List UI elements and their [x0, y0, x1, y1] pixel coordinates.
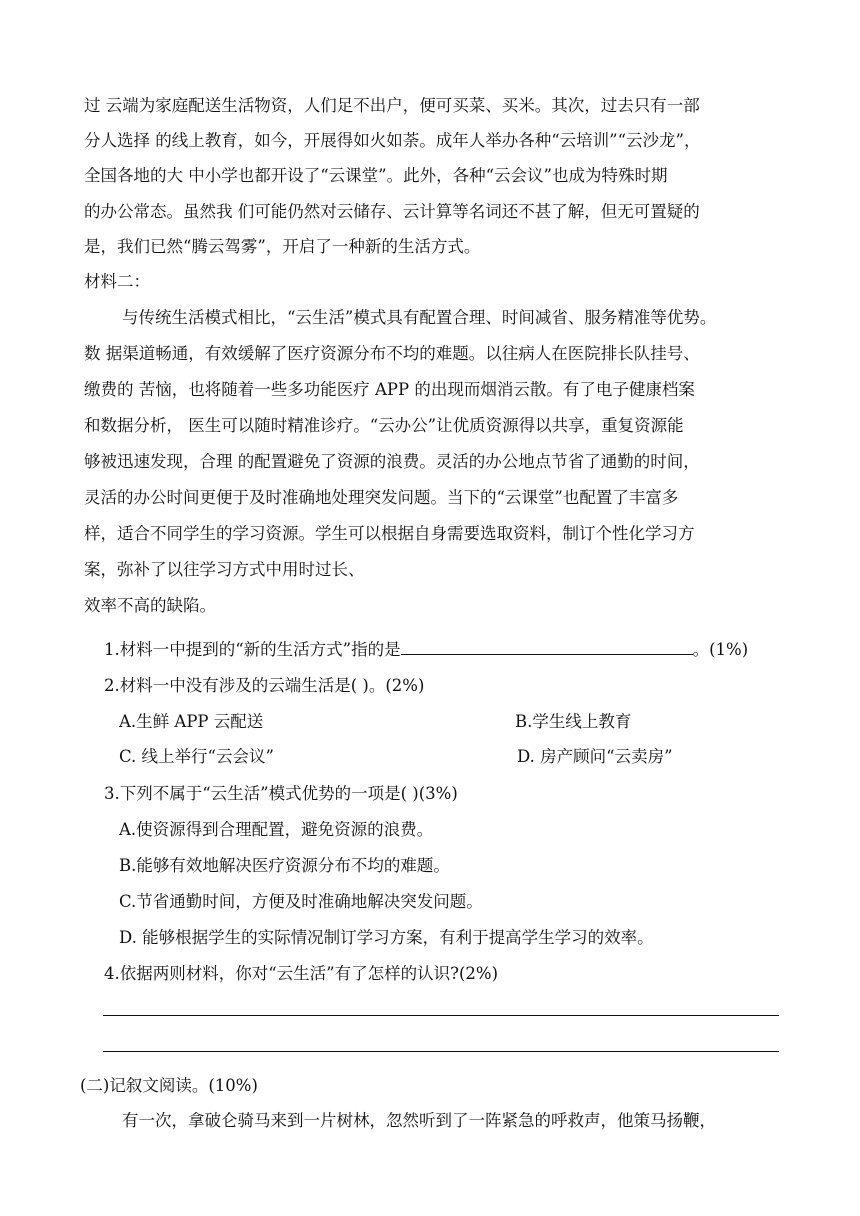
- material2-line-4: 和数据分析， 医生可以随时精准诊疗。“云办公”让优质资源得以共享，重复资源能: [84, 416, 684, 435]
- material2-line-7: 样，适合不同学生的学习资源。学生可以根据自身需要选取资料，制订个性化学习方: [84, 524, 695, 543]
- material1-line-1: 过 云端为家庭配送生活物资，人们足不出户，便可买菜、买米。其次，过去只有一部: [84, 96, 700, 115]
- material2-line-3: 缴费的 苦恼，也将随着一些多功能医疗 APP 的出现而烟消云散。有了电子健康档案: [84, 380, 695, 399]
- question-3-option-a: A.使资源得到合理配置，避免资源的浪费。: [119, 820, 434, 839]
- question-2-options-row-2: [119, 743, 779, 767]
- question-2: 2.材料一中没有涉及的云端生活是( )。(2%): [104, 676, 425, 695]
- question-2-option-b: B.学生线上教育: [515, 712, 632, 731]
- question-4: 4.依据两则材料，你对“云生活”有了怎样的认识?(2%): [104, 964, 499, 983]
- material1-line-5: 是，我们已然“腾云驾雾”，开启了一种新的生活方式。: [84, 237, 481, 256]
- section-2-line-1: 有一次，拿破仑骑马来到一片树林，忽然听到了一阵紧急的呼救声，他策马扬鞭，: [122, 1111, 716, 1130]
- question-2-option-d: D. 房产顾问“云卖房”: [517, 747, 673, 766]
- question-3-option-b: B.能够有效地解决医疗资源分布不均的难题。: [119, 856, 450, 875]
- material2-line-2: 数 据渠道畅通，有效缓解了医疗资源分布不均的难题。以往病人在医院排长队挂号、: [84, 344, 700, 363]
- question-1: [104, 636, 748, 660]
- material2-line-8: 案，弥补了以往学习方式中用时过长、: [84, 560, 365, 579]
- material2-line-6: 灵活的办公时间更便于及时准确地处理突发问题。当下的“云课堂”也配置了丰富多: [84, 488, 679, 507]
- question-2-options-row-1: [119, 708, 779, 732]
- question-3-option-c: C.节省通勤时间，方便及时准确地解决突发问题。: [119, 892, 483, 911]
- question-2-option-a: A.生鲜 APP 云配送: [119, 712, 264, 731]
- question-4-answer-line-1[interactable]: [103, 1015, 779, 1016]
- material2-line-1: 与传统生活模式相比，“云生活”模式具有配置合理、时间减省、服务精准等优势。: [122, 308, 717, 327]
- material1-line-3: 全国各地的大 中小学也都开设了“云课堂”。此外，各种“云会议”也成为特殊时期: [84, 166, 668, 185]
- material2-heading: 材料二：: [84, 272, 150, 291]
- question-1-answer-blank[interactable]: [401, 638, 693, 655]
- question-3: 3.下列不属于“云生活”模式优势的一项是( )(3%): [104, 784, 458, 803]
- section-2-heading: (二)记叙文阅读。(10%): [80, 1076, 258, 1095]
- question-3-option-d: D. 能够根据学生的实际情况制订学习方案，有利于提高学生学习的效率。: [119, 928, 654, 947]
- material1-line-2: 分人选择 的线上教育，如今，开展得如火如荼。成年人举办各种“云培训”“云沙龙”，: [84, 131, 701, 150]
- question-2-option-c: C. 线上举行“云会议”: [119, 747, 274, 766]
- material2-line-5: 够被迅速发现，合理 的配置避免了资源的浪费。灵活的办公地点节省了通勤的时间，: [84, 452, 700, 471]
- material1-line-4: 的办公常态。虽然我 们可能仍然对云储存、云计算等名词还不甚了解，但无可置疑的: [84, 202, 700, 221]
- material2-line-9: 效率不高的缺陷。: [84, 596, 216, 615]
- question-4-answer-line-2[interactable]: [103, 1051, 779, 1052]
- question-1-text: 1.材料一中提到的“新的生活方式”指的是: [104, 640, 401, 659]
- question-1-score: 。(1%): [692, 640, 749, 659]
